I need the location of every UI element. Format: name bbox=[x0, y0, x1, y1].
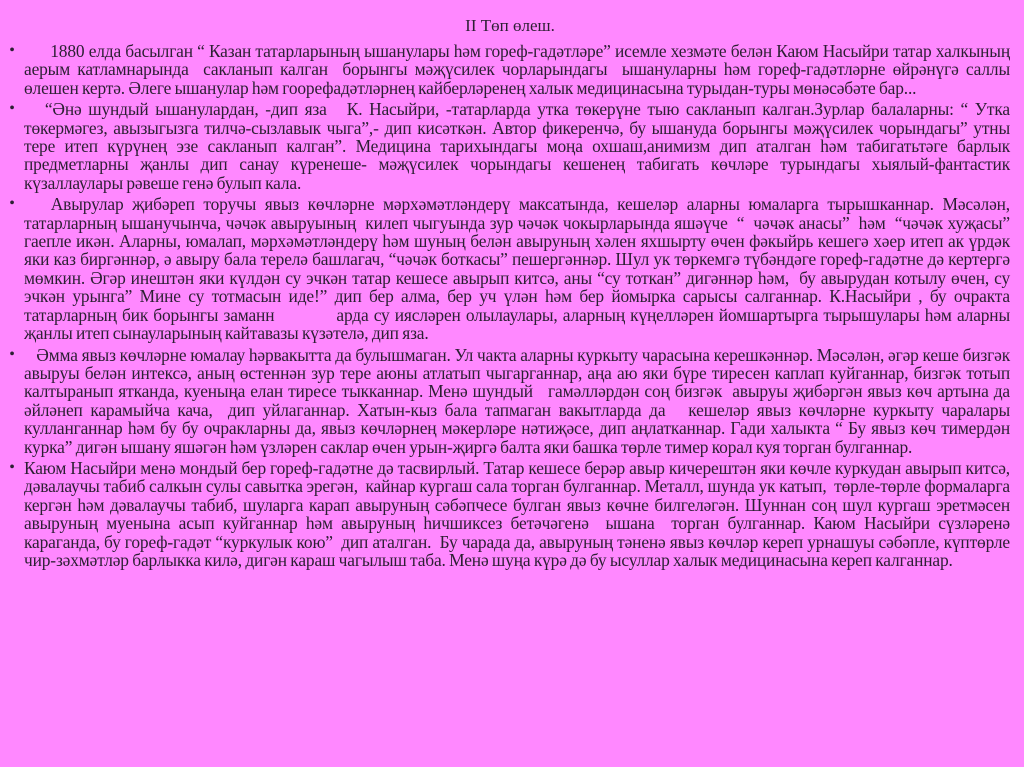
paragraph-3 bbox=[9, 194, 1017, 344]
bullet-icon: • bbox=[9, 458, 15, 476]
bullet-icon: • bbox=[9, 42, 15, 59]
paragraph-text: Авырулар җибәреп торучы явыз көчләрне мәрхәмәтләндерү максатында, кешеләр аларны юмаларга тырышканнар. Мәсәлән, татарларның ышанучынча, чәчәк авыруының килеп чыгуында зур чәчәк чокырларында яшәүче “ чәчәк анасы” һәм “чәчәк хуҗасы” гаепле икән. Аларны, юмалап, мәрхәмәтләндерү һәм шуның белән авыруның хәлен яхшырту өчен фәкыйрь кешегә хәер итеп ак үрдәк яки каз биргәннәр, ә авыру бала терелә башлагач, “чәчәк боткасы” пешергәннәр. Шул ук төркемгә түбәндәге гореф-гадәтне дә кертергә мөмкин. Әгәр инештән яки күлдән су эчкән татар кешесе авырып китсә, аны “су тоткан” дигәннәр һәм, бу авырудан котылу өчен, су эчкән урынга” Мине су тотмасын иде!” дип бер алма, бер уч үлән һәм бер йомырка сарысы салганнар. К.Насыйри , бу очракта татарларның бик борынгы заманн арда су иясләрен олылаулары, аларның күңелләрен йомшартырга тырышулары һәм аларны җанлы итеп сынауларының кайтавазы күзәтелә, дип яза. bbox=[24, 194, 1017, 344]
paragraph-text: 1880 елда басылган “ Казан татарларының ышанулары һәм гореф-гадәтләре” исемле хезмәте белән Каюм Насыйри татар халкының аерым катламнарында сакланып калган борынгы мәҗүсилек чорларындагы ышануларны һәм гореф-гадәтләрне өйрәнүгә саллы өлешен кертә. Әлеге ышанулар һәм гоорефадәтләрнең кайберләренең халык медицинасына турыдан-туры мөнәсәбәте бар... bbox=[24, 41, 1014, 98]
paragraph-1 bbox=[9, 41, 1014, 98]
paragraph-text: “Әнә шундый ышанулардан, -дип яза К. Насыйри, -татарларда утка төкерүне тыю сакланып калган.Зурлар балаларны: “ Утка төкермәгез, авызыгызга тилчә-сызлавык чыга”,- дип кисәткән. Автор фикеренчә, бу ышануда борынгы мәҗүсилек чорындагы” утны тере итеп күрүнең эзе сакланып калган”. Медицина тарихындагы моңа охшаш,анимизм дип аталган һәм табигатьтәге барлык предметларны җанлы дип санау күренеше- мәҗүсилек чорындагы кешенең табигать көчләре турындагы хыялый-фантастик күзаллаулары рәвеше генә булып кала. bbox=[24, 99, 1014, 193]
bullet-icon: • bbox=[9, 195, 15, 213]
paragraph-text: Әмма явыз көчләрне юмалау һәрвакытта да булышмаган. Ул чакта аларны куркыту чарасына керешкәннәр. Мәсәлән, әгәр кеше бизгәк авыруы белән интексә, аның өстеннән зур тере аюны атлатып чыгарганнар, аңа аю яки бүре тиресен каплап куйганнар, бизгәк тотып калтыранып ятканда, куеныңа елан тиресе тыкканнар. Менә шундый гамәлләрдән соң бизгәк авыруы җибәргән явыз көч артына да әйләнеп карамыйча кача, дип уйлаганнар. Хатын-кыз бала тапмаган вакытларда да кешеләр явыз көчләрне куркыту чаралары кулланганнар һәм бу бу очракларны да, явыз көчләрнең мәкерләре нәтиҗәсе, дип аңлатканнар. Гади халыкта “ Бу явыз көч тимердән курка” дигән ышану яшәгән һәм үзләрен саклар өчен урын-җиргә балта яки башка төрле тимер корал куя торган булганнар. bbox=[24, 344, 1014, 457]
paragraph-4 bbox=[9, 344, 1014, 457]
bullet-icon: • bbox=[9, 100, 15, 118]
paragraph-text: Каюм Насыйри менә мондый бер гореф-гадәтне дә тасвирлый. Татар кешесе берәр авыр кичерештән яки көчле куркудан авырып китсә, дәвалаучы табиб салкын сулы савытка эрегән, кайнар кургаш сала торган булганнар. Металл, шунда ук катып, төрле-төрле формаларга кергән һәм дәвалаучы табиб, шуларга карап авыруның сәбәпчесе булган явыз көчне билгеләгән. Шуннан соң шул кургаш эретмәсен авыруның муенына асып куйганнар һәм авыруның һичшиксез бетәчәгенә ышана торган булганнар. Каюм Насыйри сүзләренә караганда, бу гореф-гадәт “куркулык кою” дип аталган. Бу чарада да, авыруның тәненә явыз көчләр кереп урнашуы сәбәпле, күптөрле чир-зәхмәтләр барлыкка килә, дигән караш чагылыш таба. Менә шуңа күрә дә бу ысуллар халык медицинасына кереп калганнар. bbox=[24, 457, 1014, 570]
page-title: II Төп өлеш. bbox=[465, 16, 555, 35]
paragraph-2 bbox=[9, 99, 1014, 193]
bullet-icon: • bbox=[9, 345, 15, 363]
paragraph-5 bbox=[9, 457, 1014, 570]
